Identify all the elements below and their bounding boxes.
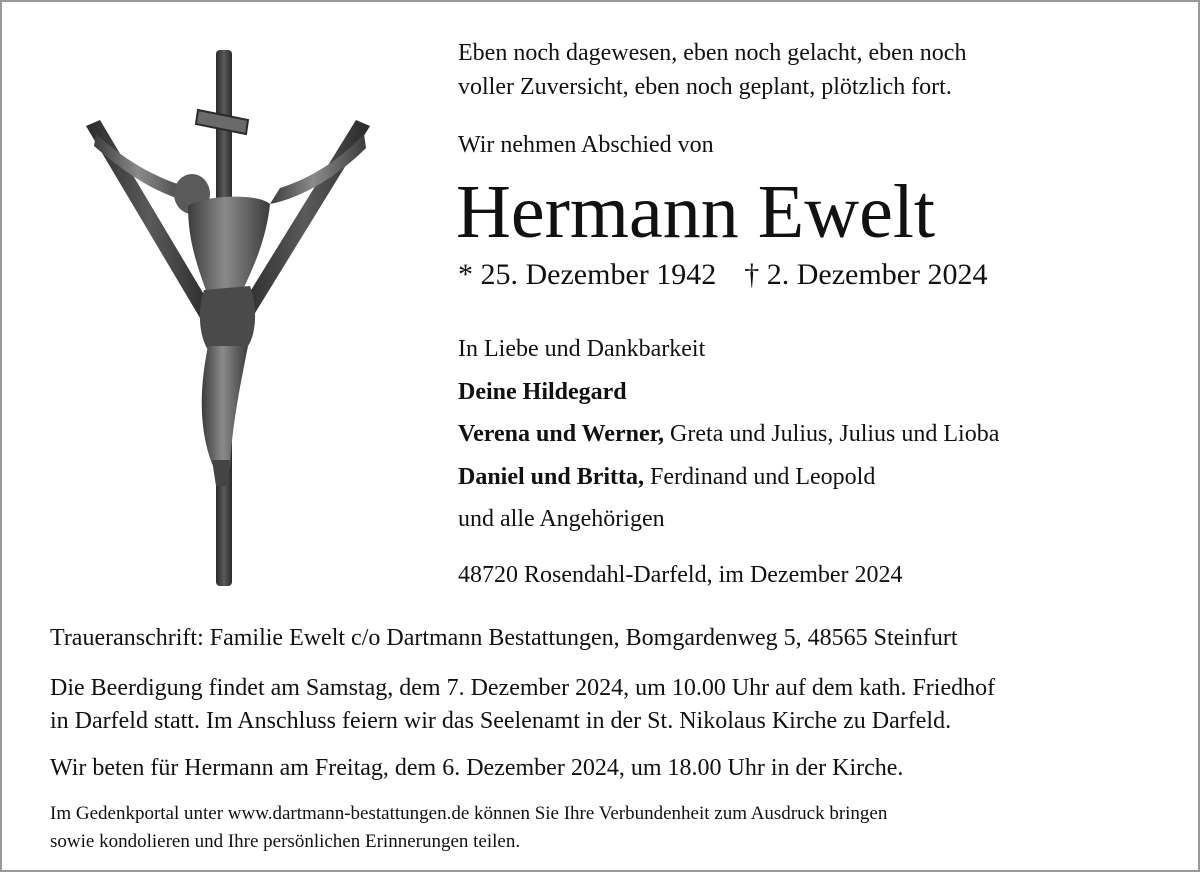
farewell-text: Wir nehmen Abschied von bbox=[458, 132, 714, 158]
portal-line-1: Im Gedenkportal unter www.dartmann-bestattungen.de können Sie Ihre Verbundenheit zum Ausdruck bringen bbox=[50, 803, 888, 824]
intro-line-1: Eben noch dagewesen, eben noch gelacht, eben noch bbox=[458, 40, 967, 66]
family-signatures bbox=[458, 328, 999, 541]
family-line-4-bold: Daniel und Britta, bbox=[458, 463, 645, 490]
family-line-3 bbox=[458, 413, 999, 456]
relatives-line: und alle Angehörigen bbox=[458, 506, 665, 532]
funeral-line-2: in Darfeld statt. Im Anschluss feiern wir das Seelenamt in der St. Nikolaus Kirche zu Darfeld. bbox=[50, 708, 952, 734]
birth-date: * 25. Dezember 1942 bbox=[458, 258, 717, 291]
intro-line-2: voller Zuversicht, eben noch geplant, plötzlich fort. bbox=[458, 74, 952, 100]
prayer-info: Wir beten für Hermann am Freitag, dem 6. Dezember 2024, um 18.00 Uhr in der Kirche. bbox=[50, 755, 904, 781]
portal-line-2: sowie kondolieren und Ihre persönlichen Erinnerungen teilen. bbox=[50, 831, 521, 852]
funeral-line-1: Die Beerdigung findet am Samstag, dem 7. Dezember 2024, um 10.00 Uhr auf dem kath. Friedhof bbox=[50, 675, 996, 701]
intro-verse bbox=[458, 36, 1178, 104]
memorial-portal-info bbox=[50, 800, 1160, 856]
death-date: † 2. Dezember 2024 bbox=[744, 258, 988, 291]
crucifix-icon bbox=[80, 46, 380, 594]
right-column bbox=[456, 36, 1178, 588]
spouse-line bbox=[458, 371, 999, 414]
greeting-line: In Liebe und Dankbarkeit bbox=[458, 336, 706, 362]
funeral-info bbox=[50, 672, 1160, 738]
family-line-3-bold: Verena und Werner, bbox=[458, 421, 665, 447]
deceased-name: Hermann Ewelt bbox=[456, 170, 936, 254]
life-dates bbox=[458, 258, 988, 292]
mourning-address: Traueranschrift: Familie Ewelt c/o Dartmann Bestattungen, Bomgardenweg 5, 48565 Steinfurt bbox=[50, 625, 958, 651]
place-date: 48720 Rosendahl-Darfeld, im Dezember 2024 bbox=[458, 562, 903, 588]
family-line-4-rest: Ferdinand und Leopold bbox=[644, 463, 876, 490]
family-line-3-rest: Greta und Julius, Julius und Lioba bbox=[664, 421, 1000, 447]
family-line-4 bbox=[458, 456, 999, 499]
spouse-name: Deine Hildegard bbox=[458, 378, 627, 405]
